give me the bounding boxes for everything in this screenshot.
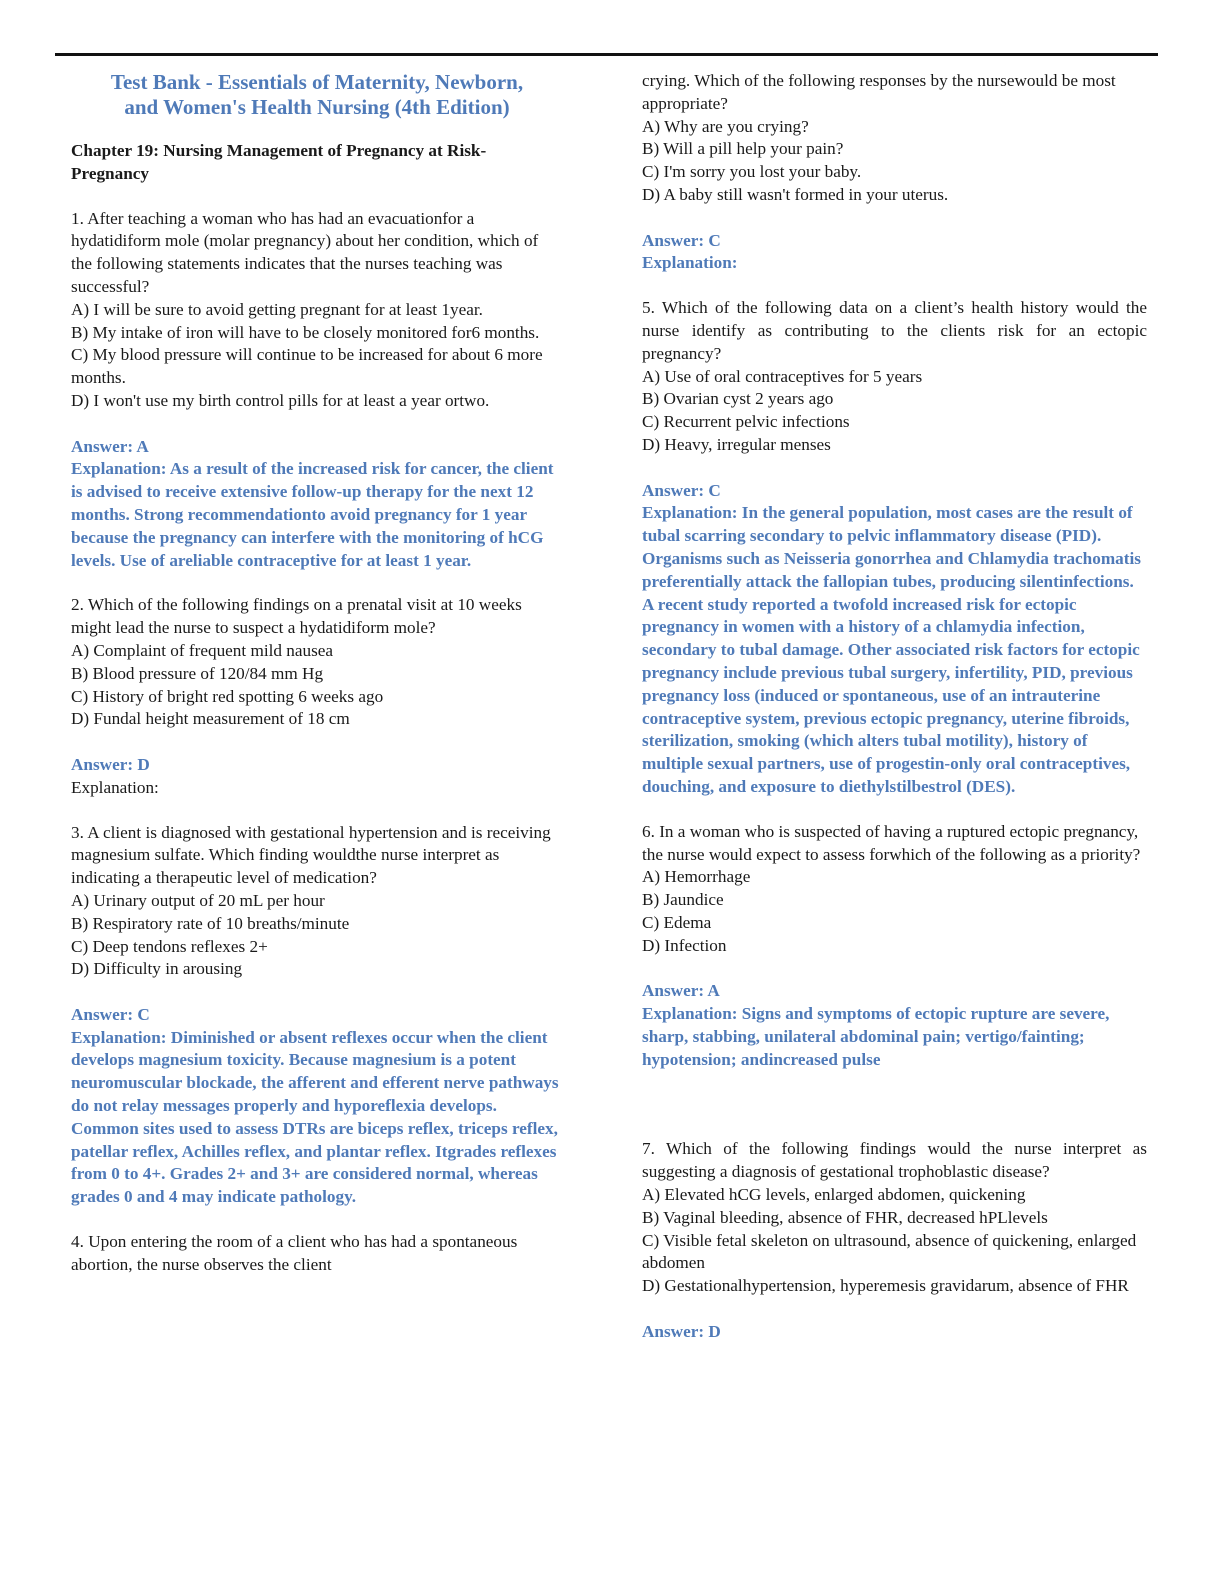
option-b: B) Will a pill help your pain? (642, 139, 844, 159)
question-stem: 5. Which of the following data on a client’s health history would the nurse identify as contributing to the clients risk for an ectopic pregnancy? (642, 298, 1147, 363)
option-c: C) I'm sorry you lost your baby. (642, 162, 862, 182)
option-a: A) Why are you crying? (642, 116, 809, 136)
option-d: D) Difficulty in arousing (71, 959, 243, 979)
option-b: B) My intake of iron will have to be closely monitored for6 months. (71, 322, 540, 342)
explanation: Explanation: Signs and symptoms of ectopic rupture are severe, sharp, stabbing, unilateral abdominal pain; vertigo/fainting; hypotension; andincreased pulse (642, 1004, 1110, 1069)
option-c: C) Visible fetal skeleton on ultrasound, absence of quickening, enlarged abdomen (642, 1230, 1137, 1273)
explanation: Explanation: (642, 253, 738, 273)
explanation: Explanation: Diminished or absent reflexes occur when the client develops magnesium toxicity. Because magnesium is a potent neuromuscular blockade, the afferent and efferent nerve pathways do not relay messages properly and hyporeflexia develops. Common sites used to assess DTRs are biceps reflex, triceps reflex, patellar reflex, Achilles reflex, and plantar reflex. Itgrades reflexes from 0 to 4+. Grades 2+ and 3+ are considered normal, whereas grades 0 and 4 may indicate pathology. (71, 1027, 559, 1207)
question-stem: 7. Which of the following findings would the nurse interpret as suggesting a diagnosis of gestational trophoblastic disease? (642, 1139, 1147, 1182)
left-column (71, 70, 563, 1299)
question-4-start (71, 1231, 563, 1277)
title-line-1: Test Bank - Essentials of Maternity, Newborn, (110, 70, 524, 94)
option-d: D) Infection (642, 935, 727, 955)
chapter-heading: Chapter 19: Nursing Management of Pregnancy at Risk- Pregnancy (71, 141, 487, 183)
question-4-full-stem (0, 0, 1, 1)
answer: Answer: A (71, 436, 149, 456)
question-7 (642, 1138, 1147, 1343)
question-2 (71, 594, 563, 799)
question-stem: 3. A client is diagnosed with gestational hypertension and is receiving magnesium sulfate. Which finding wouldthe nurse interpret as indicating a therapeutic level of medication? (71, 822, 551, 888)
option-b: B) Jaundice (642, 890, 724, 910)
right-column (642, 70, 1147, 1366)
option-b: B) Blood pressure of 120/84 mm Hg (71, 663, 324, 683)
option-c: C) Edema (642, 912, 712, 932)
answer: Answer: D (71, 754, 150, 774)
top-rule (55, 53, 1158, 56)
option-b: B) Vaginal bleeding, absence of FHR, decreased hPLlevels (642, 1207, 1048, 1227)
question-stem: 1. After teaching a woman who has had an evacuationfor a hydatidiform mole (molar pregnancy) about her condition, which of the following statements indicates that the nurses teaching was successful? (71, 208, 539, 296)
option-d: D) Fundal height measurement of 18 cm (71, 709, 350, 729)
option-a: A) Urinary output of 20 mL per hour (71, 890, 325, 910)
option-b: B) Respiratory rate of 10 breaths/minute (71, 913, 350, 933)
option-c: C) Recurrent pelvic infections (642, 412, 850, 432)
question-5 (642, 297, 1147, 799)
option-c: C) My blood pressure will continue to be increased for about 6 more months. (71, 345, 543, 388)
option-d: D) Heavy, irregular menses (642, 434, 831, 454)
explanation: Explanation: In the general population, most cases are the result of tubal scarring secondary to pelvic inflammatory disease (PID). Organisms such as Neisseria gonorrhea and Chlamydia trachomatis preferentially attack the fallopian tubes, producing silentinfections. A recent study reported a twofold increased risk for ectopic pregnancy in women with a history of a chlamydia infection, secondary to tubal damage. Other associated risk factors for ectopic pregnancy include previous tubal surgery, infertility, PID, previous pregnancy loss (induced or spontaneous, use of an intrauterine contraceptive system, previous ectopic pregnancy, uterine fibroids, sterilization, smoking (which alters tubal motility), history of multiple sexual partners, use of progestin-only oral contraceptives, douching, and exposure to diethylstilbestrol (DES). (642, 503, 1141, 796)
answer: Answer: C (71, 1004, 150, 1024)
option-b: B) Ovarian cyst 2 years ago (642, 389, 834, 409)
explanation: Explanation: As a result of the increased risk for cancer, the client is advised to receive extensive follow-up therapy for the next 12 months. Strong recommendationto avoid pregnancy for 1 year because the pregnancy can interfere with the monitoring of hCG levels. Use of areliable contraceptive for at least 1 year. (71, 459, 554, 570)
option-a: A) I will be sure to avoid getting pregnant for at least 1year. (71, 299, 483, 319)
option-d: D) I won't use my birth control pills for at least a year ortwo. (71, 390, 490, 410)
option-a: A) Use of oral contraceptives for 5 years (642, 366, 923, 386)
option-d: D) A baby still wasn't formed in your uterus. (642, 184, 949, 204)
question-3 (71, 822, 563, 1210)
option-c: C) History of bright red spotting 6 weeks ago (71, 686, 384, 706)
answer: Answer: D (642, 1321, 721, 1341)
question-4-continued (642, 70, 1147, 275)
question-stem: 6. In a woman who is suspected of having a ruptured ectopic pregnancy, the nurse would expect to assess forwhich of the following as a priority? (642, 821, 1141, 864)
option-d: D) Gestationalhypertension, hyperemesis gravidarum, absence of FHR (642, 1276, 1129, 1296)
option-a: A) Elevated hCG levels, enlarged abdomen, quickening (642, 1185, 1026, 1205)
question-6 (642, 821, 1147, 1072)
question-1 (71, 208, 563, 573)
explanation: Explanation: (71, 777, 159, 797)
answer: Answer: A (642, 981, 720, 1001)
option-a: A) Complaint of frequent mild nausea (71, 640, 334, 660)
question-stem: 2. Which of the following findings on a prenatal visit at 10 weeks might lead the nurse to suspect a hydatidiform mole? (71, 595, 522, 638)
title-line-2: and Women's Health Nursing (4th Edition) (124, 95, 510, 119)
question-stem-part-1: 4. Upon entering the room of a client who has had a spontaneous abortion, the nurse observes the client (71, 1232, 518, 1274)
answer: Answer: C (642, 480, 721, 500)
document-title (71, 70, 563, 120)
question-stem-part-2: crying. Which of the following responses by the nursewould be most appropriate? (642, 71, 1116, 113)
answer: Answer: C (642, 230, 721, 250)
option-c: C) Deep tendons reflexes 2+ (71, 936, 268, 956)
option-a: A) Hemorrhage (642, 867, 751, 887)
